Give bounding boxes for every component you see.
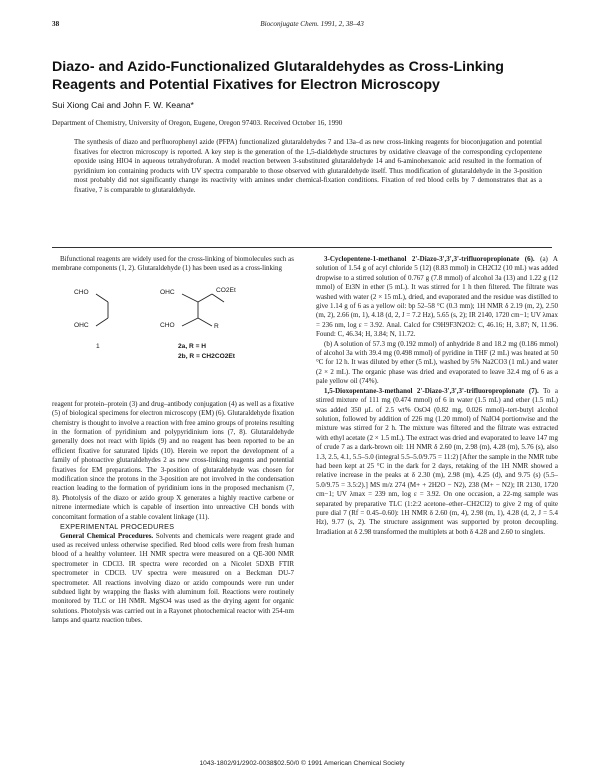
general-procedures-text: Solvents and chemicals were reagent grade and used as received unless otherwise specified. Red blood cells were from fresh human blood of a healthy volunteer. 1H NMR spectra were measured on a QE-300 NMR spectrometer in CDCl3. IR spectra were recorded on a Nicolet 5DXB FTIR spectrometer in CDCl3. UV spectra were measured on a Beckman DU-7 spectrometer. All reactions involving diazo or azido compounds were run under subdued light by wrapping the flasks with aluminum foil. Reactions were routinely monitored by TLC or 1H NMR. MgSO4 was used as the drying agent for organic solutions. Photolysis was carried out in a Rayonet photochemical reactor with 254-nm lamps and quartz reaction tubes. [52,531,294,625]
general-procedures-heading: General Chemical Procedures. [60,531,154,540]
ohc-label-bottom: OHC [74,321,89,329]
ester-label: CO2Et [216,286,236,294]
copyright-footer: 1043-1802/91/2902-0038$02.50/0 © 1991 American Chemical Society [199,760,405,767]
section-divider [52,247,552,248]
compound-1-label: 1 [96,342,100,350]
intro-paragraph-1: Bifunctional reagents are widely used for the cross-linking of biomolecules such as membrane components (1, 2). Glutaraldehyde (1) has been used as a cross-linking [52,255,294,273]
section-heading-experimental: EXPERIMENTAL PROCEDURES [60,522,175,532]
r-group-label: R [214,322,219,330]
left-column [52,255,294,626]
structure-figure [52,276,294,396]
compound-2b-label: 2b, R = CH2CO2Et [178,352,235,360]
journal-citation: Bioconjugate Chem. 1991, 2, 38–43 [260,20,364,28]
author-affiliation: Department of Chemistry, University of Oregon, Eugene, Oregon 97403. Received October 16, 1990 [52,119,343,127]
article-authors: Sui Xiong Cai and John F. W. Keana* [52,100,194,110]
intro-paragraph-2: reagent for protein–protein (3) and drug–antibody conjugation (4) as well as a fixative (5) of biological specimens for electron microscopy (EM) (6). Glutaraldehyde fixation chemistry is thought to involve a reaction with free amino groups of proteins resulting in the formation of pyridinium and polypyridinium ions (7, 8). Glutaraldehyde generally does not react with lipids (9) and no reagent has been reported to be an efficient fixative for saturated lipids (10). Herein we report the development of a family of photoactive glutaraldehydes 2 as new cross-linking reagents and potential fixatives for EM preparations. The 3-position of glutaraldehyde was chosen for modification since the protons in the 3-position are not involved in the condensation reaction leading to the formation of pyridinium ions in the proposed mechanism (7, 8). Photolysis of the diazo or azido group X generates a highly reactive carbene or nitrene intermediate which is capable of insertion into unreactive CH bonds with concomitant formation of a stable covalent linkage (11). [52,399,295,521]
abstract: The synthesis of diazo and perfluorophenyl azide (PFPA) functionalized glutaraldehydes 7 and 13a–d as new cross-linking reagents for bioconjugation and potential fixatives for electron microscopy is reported. A key step is the generation of the 1,5-dialdehyde structures by oxidative cleavage of the corresponding cyclopentene epoxide using HIO4 in aqueous tetrahydrofuran. A model reaction between 3-substituted glutaraldehyde 14 and 6-aminohexanoic acid resulted in the formation of pyridinium ion containing products with UV spectra comparable to those observed with glutaraldehyde itself. Thus modification of glutaraldehyde in the 3-position most probably did not significantly change its reactivity with amines under chemical-fixation conditions. Fixation of red blood cells by 7 demonstrates that as a fixative, 7 is comparable to glutaraldehyde. [74,138,542,194]
compound-2a-label: 2a, R = H [178,342,207,350]
compound-6-heading: 3-Cyclopentene-1-methanol 2'-Diazo-3',3',3'-trifluoropropionate (6). [324,255,535,263]
running-header [52,20,572,32]
page-number: 38 [52,20,60,28]
compound-7-paragraph [316,387,558,538]
compound-7-heading: 1,5-Dioxopentane-3-methanol 2'-Diazo-3',3',3'-trifluoropropionate (7). [324,386,539,395]
compound-6-text: (a) A solution of 1.54 g of acyl chloride 5 (12) (8.83 mmol) in CH2Cl2 (10 mL) was added dropwise to a stirred solution of 0.767 g (7.8 mmol) of alcohol 3a (13) and 1.22 g (12 mmol) of Et3N in ether (5 mL). It was stirred for 1 h then filtered. The filtrate was washed with water (2 × 15 mL), dried, and evaporated and the residue was distilled to give 1.14 g of 6 as a yellow oil: bp 52–58 °C (0.3 mm); 1H NMR δ 2.19 (m, 2), 2.50 (m, 2), 2.66 (m, 1), 4.18 (d, 2, J = 7.2 Hz), 5.65 (s, 2); IR 2140, 1720 cm−1; UV λmax = 236 nm, log ε = 3.92. Anal. Calcd for C9H9F3N2O2: C, 46.16; H, 3.87; N, 11.96. Found: C, 46.34; H, 3.84; N, 11.72. [316,255,558,339]
general-procedures-paragraph [52,532,294,626]
cho-label-2: CHO [160,321,175,329]
right-column [316,255,558,537]
cho-label-top: CHO [74,288,89,296]
compound-7-text: To a stirred mixture of 111 mg (0.474 mmol) of 6 in water (1.5 mL) and ether (1.5 mL) was added 350 μL of 2.5 wt% OsO4 (0.82 mg, 0.026 mmol)–tert-butyl alcohol solution, followed by addition of 226 mg (1.20 mmol) of NaIO4 portionwise and the mixture was stirred for 2 h. The mixture was filtered and the filtrate was extracted with ethyl acetate (2 × 1.5 mL). The extract was dried and evaporated to leave 147 mg of crude 7 as a dark-brown oil: 1H NMR δ 2.60 (m, 2.98 (m), 4.28 (m), 5.76 (s), also 1.3, 2.5, 4.1, 5.5–5.0 (integral 5.5–5.0/9.75 = 11:2) [After the sample in the NMR tube had been kept at 25 °C in the dark for 2 days, retaking of the 1H NMR showed a relative increase in the peaks at δ 2.30 (m), 2.98 (m), 4.25 (d), and 9.75 (s) (5.5–5.0/9.75 = 3.5:2).] MS m/z 274 (M+ + 2H2O − N2), 238 (M+ − N2); IR 2130, 1720 cm−1; UV λmax = 239 nm, log ε = 3.92. On one occasion, a 22-mg sample was separated by preparative TLC (1:2:2 acetone–ether–CH2Cl2) to give 2 mg of quite pure dial 7 (Rf = 0.45–0.60): 1H NMR δ 2.60 (m, 4), 2.98 (m, 1), 4.28 (d, 2, J = 5.4 Hz), 9.77 (s, 2). The structure assignment was supported by proton decoupling. Irradiation at δ 2.98 transformed the multiplets at both δ 4.28 and 2.60 to singlets. [316,386,558,536]
compound-6-alt-paragraph: (b) A solution of 57.3 mg (0.192 mmol) of anhydride 8 and 18.2 mg (0.186 mmol) of alcohol 3a with 39.4 mg (0.498 mmol) of pyridine in THF (2 mL) was heated at 50 °C for 12 h. It was diluted by ether (5 mL), washed by 5% Na2CO3 (1 mL) and water (2 × 2 mL). The organic phase was dried and evaporated to leave 32.4 mg of 6 as a pale yellow oil (74%). [316,339,558,386]
compound-6-paragraph [316,255,558,340]
ohc-label-2: OHC [160,288,175,296]
article-title: Diazo- and Azido-Functionalized Glutaraldehydes as Cross-Linking Reagents and Potential Fixatives for Electron Microscopy [52,59,504,93]
